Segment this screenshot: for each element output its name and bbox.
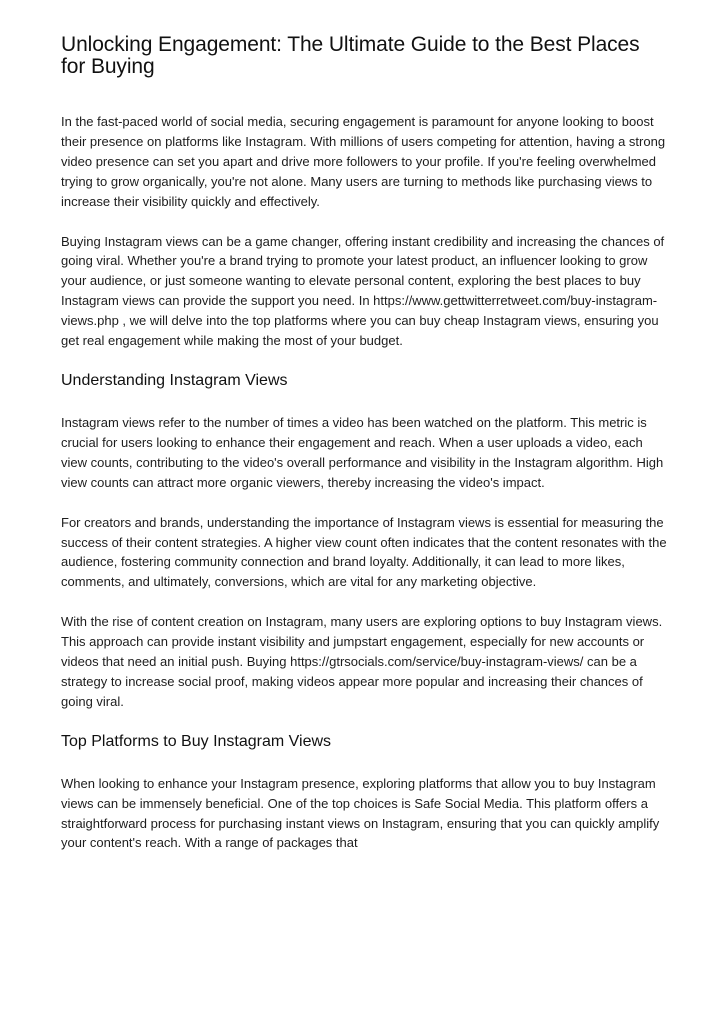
section-heading-understanding: Understanding Instagram Views — [61, 371, 288, 389]
section-1-paragraph-1: Instagram views refer to the number of times a video has been watched on the platform. This metric is crucial for users looking to enhance their engagement and reach. When a user uploads a video, each view counts, contributing to the video's overall performance and visibility in the Instagram algorithm. High view counts can attract more organic viewers, thereby increasing the video's impact. — [61, 414, 664, 490]
intro-paragraph-1: In the fast-paced world of social media, securing engagement is paramount for anyone looking to boost their presence on platforms like Instagram. With millions of users competing for attention, having a strong video presence can set you apart and drive more followers to your profile. If you're feeling overwhelmed trying to grow organically, you're not alone. Many users are turning to methods like purchasing views to increase their visibility quickly and effectively. — [61, 114, 666, 209]
section-2-paragraph-1: When looking to enhance your Instagram presence, exploring platforms that allow you to buy Instagram views can be immensely beneficial. One of the top choices is Safe Social Media. This platform offers a straightforward process for purchasing instant views on Instagram, ensuring that you can quickly amplify your content's reach. With a range of packages that — [61, 775, 660, 851]
intro-paragraph-2: Buying Instagram views can be a game changer, offering instant credibility and increasing the chances of going viral. Whether you're a brand trying to promote your latest product, an influencer looking to grow your audience, or just someone wanting to elevate personal content, exploring the best places to buy Instagram views can provide the support you need. In https://www.gettwitterretweet.com/buy-instagram-views.php , we will delve into the top platforms where you can buy cheap Instagram views, ensuring you get real engagement while making the most of your budget. — [61, 233, 665, 349]
section-1-paragraph-2: For creators and brands, understanding the importance of Instagram views is essential for measuring the success of their content strategies. A higher view count often indicates that the content resonates with the audience, fostering community connection and brand loyalty. Additionally, it can lead to more likes, comments, and ultimately, conversions, which are vital for any marketing objective. — [61, 514, 667, 590]
document-title: Unlocking Engagement: The Ultimate Guide to the Best Places for Buying — [61, 33, 640, 78]
section-1-paragraph-3: With the rise of content creation on Instagram, many users are exploring options to buy Instagram views. This approach can provide instant visibility and jumpstart engagement, especially for new accounts or videos that need an initial push. Buying https://gtrsocials.com/service/buy-instagram-views/ can be a strategy to increase social proof, making videos appear more popular and increasing their chances of going viral. — [61, 614, 663, 709]
section-heading-top-platforms: Top Platforms to Buy Instagram Views — [61, 732, 332, 750]
